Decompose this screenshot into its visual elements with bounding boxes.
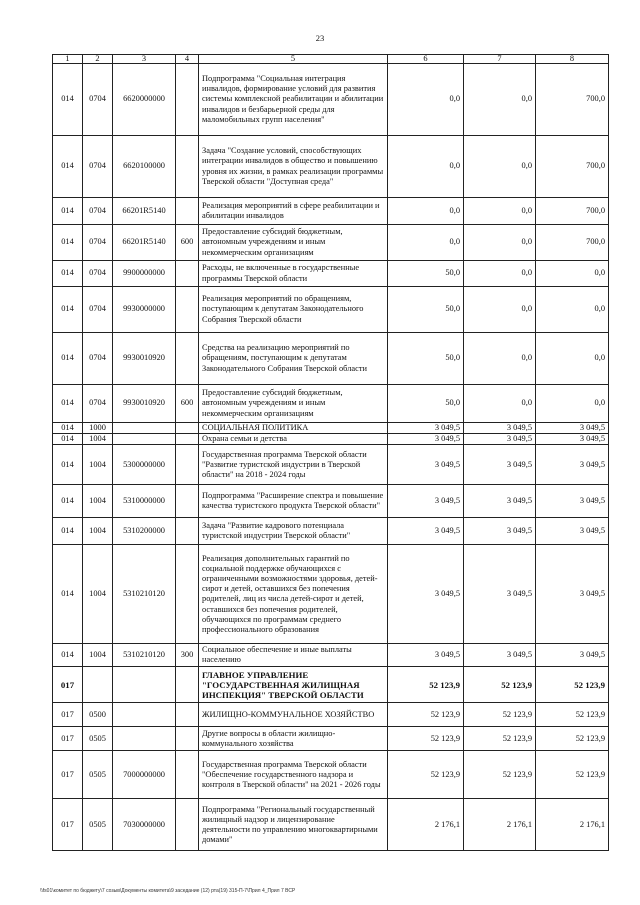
subsection-code-cell: 1004: [83, 644, 113, 667]
subsection-code-cell: 0704: [83, 287, 113, 333]
section-code-cell: 014: [53, 485, 83, 518]
table-row: [53, 799, 609, 851]
expense-type-cell: 300: [176, 644, 199, 667]
item-name-cell: Задача "Развитие кадрового потенциала туристской индустрии Тверской области": [199, 518, 388, 545]
amount-col8-cell: 0,0: [536, 385, 609, 423]
item-name-cell: Реализация мероприятий в сфере реабилитации и абилитации инвалидов: [199, 198, 388, 225]
expense-type-cell: 600: [176, 225, 199, 261]
amount-col8-cell: 2 176,1: [536, 799, 609, 851]
subsection-code-cell: 1000: [83, 423, 113, 434]
section-code-cell: 017: [53, 799, 83, 851]
amount-col8-cell: 700,0: [536, 225, 609, 261]
subsection-code-cell: 0704: [83, 333, 113, 385]
table-row: [53, 136, 609, 198]
section-code-cell: 017: [53, 751, 83, 799]
amount-col8-cell: 3 049,5: [536, 434, 609, 445]
amount-col6-cell: 52 123,9: [388, 703, 464, 727]
amount-col6-cell: 0,0: [388, 136, 464, 198]
table-row: [53, 545, 609, 644]
budget-table: [52, 54, 609, 851]
amount-col8-cell: 3 049,5: [536, 445, 609, 485]
amount-col8-cell: 3 049,5: [536, 644, 609, 667]
subsection-code-cell: 0704: [83, 225, 113, 261]
section-code-cell: 014: [53, 198, 83, 225]
amount-col8-cell: 700,0: [536, 136, 609, 198]
item-name-cell: Охрана семьи и детства: [199, 434, 388, 445]
amount-col8-cell: 3 049,5: [536, 485, 609, 518]
amount-col7-cell: 52 123,9: [464, 727, 536, 751]
item-name-cell: Расходы, не включенные в государственные программы Тверской области: [199, 261, 388, 287]
amount-col7-cell: 0,0: [464, 261, 536, 287]
section-code-cell: 017: [53, 703, 83, 727]
amount-col6-cell: 3 049,5: [388, 644, 464, 667]
target-article-cell: 9930010920: [113, 333, 176, 385]
target-article-cell: 6620000000: [113, 64, 176, 136]
amount-col7-cell: 2 176,1: [464, 799, 536, 851]
amount-col6-cell: 3 049,5: [388, 434, 464, 445]
item-name-cell: ГЛАВНОЕ УПРАВЛЕНИЕ "ГОСУДАРСТВЕННАЯ ЖИЛИЩНАЯ ИНСПЕКЦИЯ" ТВЕРСКОЙ ОБЛАСТИ: [199, 667, 388, 703]
amount-col7-cell: 3 049,5: [464, 644, 536, 667]
target-article-cell: 5300000000: [113, 445, 176, 485]
amount-col8-cell: 0,0: [536, 261, 609, 287]
subsection-code-cell: 0505: [83, 751, 113, 799]
target-article-cell: 6620100000: [113, 136, 176, 198]
section-code-cell: 014: [53, 434, 83, 445]
expense-type-cell: [176, 198, 199, 225]
subsection-code-cell: 1004: [83, 545, 113, 644]
expense-type-cell: [176, 64, 199, 136]
section-code-cell: 014: [53, 644, 83, 667]
table-row: [53, 198, 609, 225]
table-body: [53, 64, 609, 851]
section-code-cell: 014: [53, 261, 83, 287]
expense-type-cell: [176, 445, 199, 485]
column-number: 1: [53, 55, 83, 64]
target-article-cell: 5310210120: [113, 545, 176, 644]
amount-col7-cell: 0,0: [464, 385, 536, 423]
amount-col6-cell: 0,0: [388, 64, 464, 136]
expense-type-cell: [176, 287, 199, 333]
amount-col6-cell: 0,0: [388, 198, 464, 225]
amount-col6-cell: 3 049,5: [388, 423, 464, 434]
amount-col7-cell: 52 123,9: [464, 751, 536, 799]
target-article-cell: 5310000000: [113, 485, 176, 518]
amount-col6-cell: 50,0: [388, 333, 464, 385]
amount-col8-cell: 3 049,5: [536, 518, 609, 545]
item-name-cell: Подпрограмма "Региональный государственный жилищный надзор и лицензирование деятельности по управлению многоквартирными домами": [199, 799, 388, 851]
table-row: [53, 644, 609, 667]
target-article-cell: 9930010920: [113, 385, 176, 423]
subsection-code-cell: 1004: [83, 445, 113, 485]
amount-col8-cell: 52 123,9: [536, 751, 609, 799]
amount-col7-cell: 0,0: [464, 136, 536, 198]
section-code-cell: 014: [53, 423, 83, 434]
target-article-cell: [113, 727, 176, 751]
amount-col6-cell: 50,0: [388, 287, 464, 333]
item-name-cell: СОЦИАЛЬНАЯ ПОЛИТИКА: [199, 423, 388, 434]
amount-col8-cell: 0,0: [536, 287, 609, 333]
column-number: 4: [176, 55, 199, 64]
target-article-cell: [113, 667, 176, 703]
amount-col7-cell: 3 049,5: [464, 545, 536, 644]
section-code-cell: 014: [53, 333, 83, 385]
table-row: [53, 434, 609, 445]
footer-file-path: \\fs01\комитет по бюджету\7 созыв\Документы комитета\9 заседание (12) рта(19) 315-П-7\Прил 4_Прил 7 ВСР: [40, 888, 296, 894]
expense-type-cell: [176, 727, 199, 751]
expense-type-cell: [176, 261, 199, 287]
item-name-cell: Государственная программа Тверской области "Обеспечение государственного надзора и контроля в Тверской области" на 2021 - 2026 годы: [199, 751, 388, 799]
section-code-cell: 017: [53, 727, 83, 751]
target-article-cell: [113, 434, 176, 445]
expense-type-cell: [176, 799, 199, 851]
target-article-cell: 7000000000: [113, 751, 176, 799]
item-name-cell: Средства на реализацию мероприятий по обращениям, поступающим к депутатам Законодательного Собрания Тверской области: [199, 333, 388, 385]
expense-type-cell: [176, 703, 199, 727]
expense-type-cell: [176, 518, 199, 545]
table-row: [53, 667, 609, 703]
subsection-code-cell: 1004: [83, 434, 113, 445]
table-row: [53, 261, 609, 287]
amount-col6-cell: 2 176,1: [388, 799, 464, 851]
target-article-cell: 66201R5140: [113, 225, 176, 261]
section-code-cell: 014: [53, 136, 83, 198]
table-row: [53, 225, 609, 261]
target-article-cell: 5310200000: [113, 518, 176, 545]
amount-col7-cell: 0,0: [464, 64, 536, 136]
amount-col7-cell: 3 049,5: [464, 423, 536, 434]
section-code-cell: 014: [53, 518, 83, 545]
column-number-row: [53, 55, 609, 64]
subsection-code-cell: 0704: [83, 385, 113, 423]
subsection-code-cell: 0505: [83, 799, 113, 851]
table-row: [53, 703, 609, 727]
subsection-code-cell: 1004: [83, 485, 113, 518]
amount-col6-cell: 52 123,9: [388, 751, 464, 799]
table-row: [53, 518, 609, 545]
section-code-cell: 014: [53, 287, 83, 333]
subsection-code-cell: 0704: [83, 261, 113, 287]
amount-col8-cell: 0,0: [536, 333, 609, 385]
column-number: 7: [464, 55, 536, 64]
section-code-cell: 017: [53, 667, 83, 703]
expense-type-cell: [176, 434, 199, 445]
amount-col6-cell: 3 049,5: [388, 485, 464, 518]
section-code-cell: 014: [53, 64, 83, 136]
target-article-cell: 9930000000: [113, 287, 176, 333]
section-code-cell: 014: [53, 225, 83, 261]
column-number: 8: [536, 55, 609, 64]
amount-col7-cell: 52 123,9: [464, 703, 536, 727]
table-row: [53, 423, 609, 434]
item-name-cell: Социальное обеспечение и иные выплаты населению: [199, 644, 388, 667]
subsection-code-cell: 0505: [83, 727, 113, 751]
amount-col8-cell: 3 049,5: [536, 545, 609, 644]
expense-type-cell: [176, 751, 199, 799]
table-row: [53, 727, 609, 751]
target-article-cell: 7030000000: [113, 799, 176, 851]
column-number: 6: [388, 55, 464, 64]
amount-col7-cell: 0,0: [464, 333, 536, 385]
table-row: [53, 64, 609, 136]
expense-type-cell: [176, 423, 199, 434]
item-name-cell: Подпрограмма "Социальная интеграция инвалидов, формирование условий для развития системы комплексной реабилитации и абилитации инвалидов и безбарьерной среды для маломобильных групп населения": [199, 64, 388, 136]
column-number: 5: [199, 55, 388, 64]
amount-col6-cell: 3 049,5: [388, 518, 464, 545]
target-article-cell: 5310210120: [113, 644, 176, 667]
expense-type-cell: [176, 136, 199, 198]
amount-col6-cell: 3 049,5: [388, 445, 464, 485]
amount-col7-cell: 0,0: [464, 225, 536, 261]
subsection-code-cell: 0704: [83, 64, 113, 136]
item-name-cell: Государственная программа Тверской области "Развитие туристской индустрии в Тверской области" на 2018 - 2024 годы: [199, 445, 388, 485]
target-article-cell: 66201R5140: [113, 198, 176, 225]
target-article-cell: [113, 703, 176, 727]
amount-col6-cell: 50,0: [388, 385, 464, 423]
subsection-code-cell: 0500: [83, 703, 113, 727]
table-row: [53, 385, 609, 423]
amount-col8-cell: 3 049,5: [536, 423, 609, 434]
item-name-cell: Предоставление субсидий бюджетным, автономным учреждениям и иным некоммерческим организациям: [199, 225, 388, 261]
amount-col6-cell: 52 123,9: [388, 727, 464, 751]
amount-col8-cell: 52 123,9: [536, 667, 609, 703]
table-row: [53, 333, 609, 385]
expense-type-cell: 600: [176, 385, 199, 423]
column-number: 2: [83, 55, 113, 64]
page-number: 23: [315, 33, 325, 43]
table-row: [53, 445, 609, 485]
item-name-cell: ЖИЛИЩНО-КОММУНАЛЬНОЕ ХОЗЯЙСТВО: [199, 703, 388, 727]
amount-col6-cell: 3 049,5: [388, 545, 464, 644]
amount-col7-cell: 3 049,5: [464, 434, 536, 445]
amount-col6-cell: 52 123,9: [388, 667, 464, 703]
subsection-code-cell: 1004: [83, 518, 113, 545]
section-code-cell: 014: [53, 445, 83, 485]
subsection-code-cell: [83, 667, 113, 703]
item-name-cell: Задача "Создание условий, способствующих интеграции инвалидов в общество и повышению уровня их жизни, в рамках реализации программы Тверской области "Доступная среда": [199, 136, 388, 198]
item-name-cell: Реализация мероприятий по обращениям, поступающим к депутатам Законодательного Собрания Тверской области: [199, 287, 388, 333]
target-article-cell: 9900000000: [113, 261, 176, 287]
item-name-cell: Предоставление субсидий бюджетным, автономным учреждениям и иным некоммерческим организациям: [199, 385, 388, 423]
expense-type-cell: [176, 485, 199, 518]
amount-col8-cell: 52 123,9: [536, 703, 609, 727]
amount-col6-cell: 50,0: [388, 261, 464, 287]
expense-type-cell: [176, 545, 199, 644]
section-code-cell: 014: [53, 385, 83, 423]
table-row: [53, 485, 609, 518]
amount-col7-cell: 52 123,9: [464, 667, 536, 703]
amount-col7-cell: 0,0: [464, 198, 536, 225]
item-name-cell: Другие вопросы в области жилищно-коммунального хозяйства: [199, 727, 388, 751]
section-code-cell: 014: [53, 545, 83, 644]
amount-col6-cell: 0,0: [388, 225, 464, 261]
amount-col7-cell: 3 049,5: [464, 485, 536, 518]
target-article-cell: [113, 423, 176, 434]
table-row: [53, 751, 609, 799]
amount-col7-cell: 3 049,5: [464, 445, 536, 485]
amount-col7-cell: 0,0: [464, 287, 536, 333]
table-row: [53, 287, 609, 333]
amount-col8-cell: 52 123,9: [536, 727, 609, 751]
subsection-code-cell: 0704: [83, 198, 113, 225]
amount-col7-cell: 3 049,5: [464, 518, 536, 545]
item-name-cell: Подпрограмма "Расширение спектра и повышение качества туристского продукта Тверской области": [199, 485, 388, 518]
item-name-cell: Реализация дополнительных гарантий по социальной поддержке обучающихся с ограниченными возможностями здоровья, детей-сирот и детей, оставшихся без попечения родителей, лиц из числа детей-сирот и детей, оставшихся без попечения родителей, обучающихся по программам среднего профессионального образования: [199, 545, 388, 644]
expense-type-cell: [176, 667, 199, 703]
subsection-code-cell: 0704: [83, 136, 113, 198]
amount-col8-cell: 700,0: [536, 198, 609, 225]
expense-type-cell: [176, 333, 199, 385]
column-number: 3: [113, 55, 176, 64]
amount-col8-cell: 700,0: [536, 64, 609, 136]
